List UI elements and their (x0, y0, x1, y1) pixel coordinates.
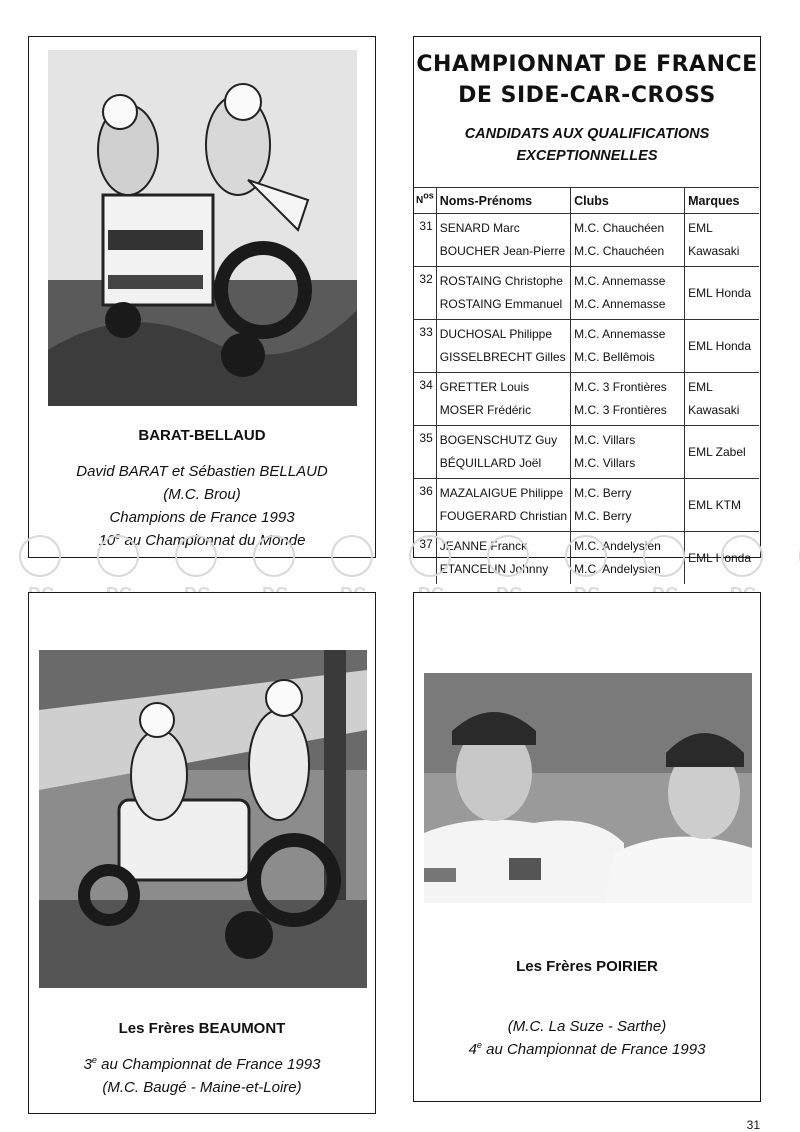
cell-clubs-line: M.C. Villars (574, 456, 636, 470)
table-row (414, 267, 759, 320)
cell-brands-line: EML KTM (688, 497, 742, 512)
caption-line: Champions de France 1993 (109, 509, 295, 526)
cell-brands-line: EML Honda (688, 550, 752, 565)
table-row (414, 320, 759, 373)
championship-subtitle: CANDIDATS AUX QUALIFICATIONS EXCEPTIONNELLES (464, 126, 710, 164)
caption-line: David BARAT et Sébastien BELLAUD (76, 463, 328, 480)
cell-clubs (571, 532, 685, 585)
cell-clubs-line: M.C. Annemasse (574, 274, 666, 288)
cell-names (436, 479, 570, 532)
table-row (414, 373, 759, 426)
cell-names-line: GRETTER Louis (439, 380, 530, 394)
caption-lines (414, 1015, 760, 1061)
sidecar-jump-photo (48, 50, 357, 406)
cell-num: 31 (414, 214, 436, 267)
cell-brands-line: EML Honda (688, 285, 752, 300)
championship-title: CHAMPIONNAT DE FRANCE DE SIDE-CAR-CROSS (416, 52, 758, 108)
table-row (414, 532, 759, 585)
header-clubs: Clubs (571, 188, 685, 214)
cell-clubs-line: M.C. Annemasse (574, 327, 666, 341)
cell-clubs-line: M.C. Villars (574, 433, 636, 447)
cell-names (436, 267, 570, 320)
cell-brands (685, 267, 759, 320)
cell-brands-line: Kawasaki (688, 403, 740, 417)
cell-brands (685, 373, 759, 426)
cell-brands (685, 214, 759, 267)
caption-lines (29, 460, 375, 552)
cell-names (436, 214, 570, 267)
cell-names-line: SENARD Marc (439, 221, 520, 235)
panel-championnat (413, 36, 761, 576)
cell-names-line: ROSTAING Emmanuel (439, 297, 563, 311)
cell-clubs (571, 373, 685, 426)
caption-line: 3e au Championnat de France 1993 (83, 1055, 321, 1073)
cell-clubs-line: M.C. Bellêmois (574, 350, 655, 364)
caption-line: (M.C. Baugé - Maine-et-Loire) (102, 1079, 302, 1096)
cell-names (436, 532, 570, 585)
candidates-table (414, 187, 759, 584)
cell-names-line: GISSELBRECHT Gilles (439, 350, 566, 364)
cell-names-line: BÉQUILLARD Joël (439, 456, 542, 470)
caption-title: BARAT-BELLAUD (138, 427, 266, 444)
cell-clubs-line: M.C. Andelysien (574, 539, 661, 553)
table-row (414, 426, 759, 479)
cell-num: 37 (414, 532, 436, 585)
cell-brands-line: EML (688, 380, 713, 394)
cell-num: 32 (414, 267, 436, 320)
cell-brands (685, 426, 759, 479)
panel-beaumont (28, 592, 376, 1114)
caption-line: (M.C. Brou) (163, 486, 241, 503)
cell-num: 35 (414, 426, 436, 479)
caption-lines (29, 1053, 375, 1099)
cell-brands (685, 479, 759, 532)
cell-brands-line: Kawasaki (688, 244, 740, 258)
cell-names-line: MAZALAIGUE Philippe (439, 486, 564, 500)
caption-line: 4e au Championnat de France 1993 (468, 1040, 706, 1058)
cell-clubs (571, 479, 685, 532)
caption-title: Les Frères BEAUMONT (118, 1020, 286, 1037)
cell-clubs (571, 267, 685, 320)
cell-names-line: ETANCELIN Johnny (439, 562, 549, 576)
table-header-row (414, 188, 759, 214)
cell-clubs-line: M.C. Berry (574, 486, 632, 500)
cell-brands-line: EML (688, 221, 713, 235)
cell-brands (685, 532, 759, 585)
cell-brands-line: EML Zabel (688, 444, 746, 459)
cell-clubs-line: M.C. 3 Frontières (574, 403, 667, 417)
cell-names (436, 426, 570, 479)
cell-clubs (571, 426, 685, 479)
header-names: Noms-Prénoms (436, 188, 570, 214)
cell-clubs-line: M.C. Annemasse (574, 297, 666, 311)
cell-names-line: DUCHOSAL Philippe (439, 327, 553, 341)
header-brands: Marques (685, 188, 759, 214)
caption-line: (M.C. La Suze - Sarthe) (507, 1018, 667, 1035)
beaumont-sidecar-photo (39, 650, 367, 988)
table-row (414, 479, 759, 532)
cell-names-line: FOUGERARD Christian (439, 509, 568, 523)
cell-num: 36 (414, 479, 436, 532)
cell-clubs-line: M.C. Berry (574, 509, 632, 523)
table-body (414, 214, 759, 585)
cell-num: 33 (414, 320, 436, 373)
cell-clubs-line: M.C. Chauchéen (574, 244, 665, 258)
caption-line: 10e au Championnat du Monde (98, 531, 306, 549)
cell-clubs-line: M.C. Chauchéen (574, 221, 665, 235)
cell-num: 34 (414, 373, 436, 426)
cell-names-line: MOSER Frédéric (439, 403, 532, 417)
panel-poirier (413, 592, 761, 1102)
cell-names-line: JEANNE Franck (439, 539, 528, 553)
cell-names-line: ROSTAING Christophe (439, 274, 563, 288)
caption-title: Les Frères POIRIER (516, 958, 658, 975)
page-number: 31 (746, 1118, 760, 1132)
cell-names-line: BOGENSCHUTZ Guy (439, 433, 558, 447)
cell-clubs (571, 320, 685, 373)
cell-clubs (571, 214, 685, 267)
cell-brands (685, 320, 759, 373)
cell-names (436, 373, 570, 426)
panel-barat-bellaud (28, 36, 376, 558)
cell-names (436, 320, 570, 373)
table-row (414, 214, 759, 267)
cell-clubs-line: M.C. 3 Frontières (574, 380, 667, 394)
cell-names-line: BOUCHER Jean-Pierre (439, 244, 566, 258)
cell-clubs-line: M.C. Andelysien (574, 562, 661, 576)
header-num: $N^{os}$ (414, 188, 436, 214)
cell-brands-line: EML Honda (688, 338, 752, 353)
poirier-portrait-photo (424, 673, 752, 903)
